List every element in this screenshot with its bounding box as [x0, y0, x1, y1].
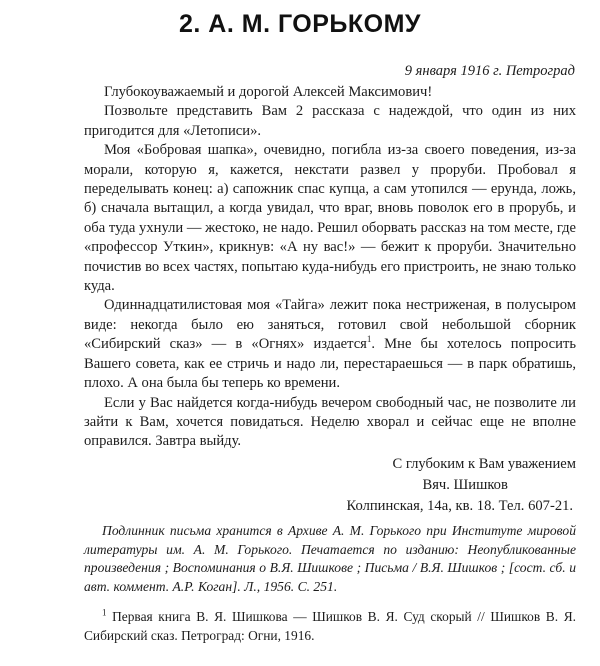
- footnote: [84, 608, 576, 645]
- letter-date: 9 января 1916 г. Петроград: [404, 63, 575, 79]
- signature-closing: С глубоким к Вам уважением: [392, 456, 576, 472]
- signature-name: Вяч. Шишков: [422, 477, 508, 493]
- letter-paragraph: Позвольте представить Вам 2 рассказа с надеждой, что один из них пригодится для «Летописи».: [84, 103, 576, 139]
- footnote-reference[interactable]: 1: [366, 334, 372, 345]
- paragraph-text: Одиннадцатилистовая моя «Тайга» лежит пока нестриженая, в полусыром виде: некогда было ею заняться, готовил свой небольшой сборник «Сибирский сказ» — в «Огнях» издается: [84, 297, 576, 353]
- letter-paragraph: Если у Вас найдется когда-нибудь вечером свободный час, не позволите ли зайти к Вам, хочется повидаться. Неделю хворал и сейчас еще не вполне оправился. Завтра выйду.: [84, 394, 576, 450]
- letter-salutation: Глубокоуважаемый и дорогой Алексей Максимович!: [104, 84, 433, 100]
- signature-block: [346, 454, 576, 517]
- letter-paragraph: [84, 296, 576, 393]
- paragraph-text: . Мне бы хотелось попросить Вашего совета, как ее стричь и надо ли, перестараешься — в парк обратишь, плохо. А она была бы теперь ко времени.: [84, 336, 576, 392]
- source-note: Подлинник письма хранится в Архиве А. М. Горького при Институте мировой литературы им. А. М. Горького. Печатается по изданию: Неопубликованные произведения ; Воспоминания о В.Я. Шишкове ; Письма / В.Я. Шишков ; [сост. сб. и авт. коммент. А.Р. Коган]. Л., 1956. С. 251.: [84, 523, 576, 594]
- signature-address: Колпинская, 14а, кв. 18. Тел. 607-21.: [346, 498, 574, 514]
- letter-body: [84, 83, 576, 452]
- letter-paragraph: Моя «Бобровая шапка», очевидно, погибла из-за своего поведения, из-за морали, которую я, кажется, некстати развел у проруби. Пробовал я переделывать конец: а) сапожник спас купца, а сам утопился — ерунда, ложь, б) сначала вытащил, а когда увидал, что враг, вновь поволок его в прорубь, и оба туда ухнули — жестоко, не надо. Решил оборвать рассказ на том месте, где «профессор Уткин», крикнув: «А ну вас!» — бежит к проруби. Значительно почистив во всех частях, попытаю куда-нибудь его пристроить, не знаю только куда.: [84, 142, 576, 295]
- footnote-text: Первая книга В. Я. Шишкова — Шишков В. Я. Суд скорый // Шишков В. Я. Сибирский сказ. Петроград: Огни, 1916.: [84, 609, 576, 643]
- page-title: 2. А. М. ГОРЬКОМУ: [179, 10, 421, 38]
- footnote-mark: 1: [102, 607, 107, 618]
